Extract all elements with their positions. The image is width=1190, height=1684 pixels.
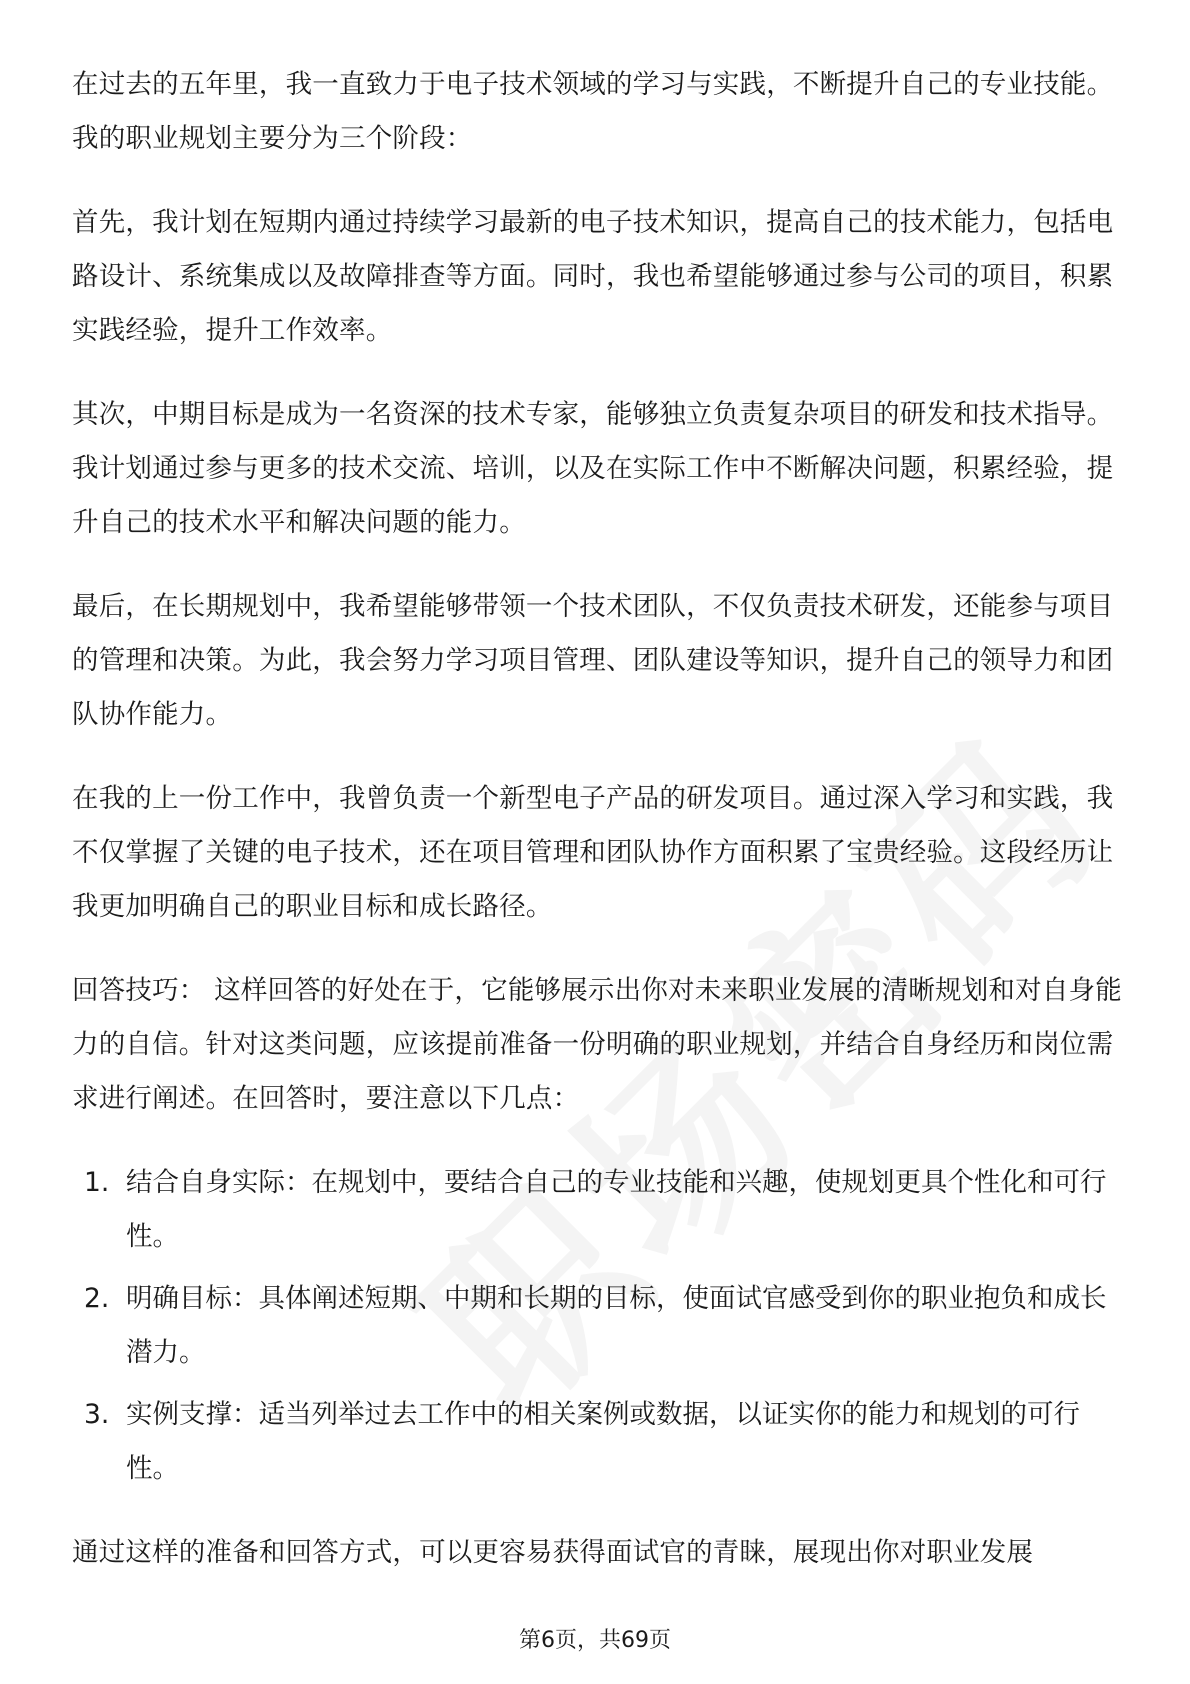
paragraph-experience: 在我的上一份工作中，我曾负责一个新型电子产品的研发项目。通过深入学习和实践，我不仅掌握了关键的电子技术，还在项目管理和团队协作方面积累了宝贵经验。这段经历让我更加明确自己的职业目标和成长路径。 — [72, 783, 1114, 922]
list-item-text: 实例支撑：适当列举过去工作中的相关案例或数据，以证实你的能力和规划的可行性。 — [126, 1399, 1080, 1484]
list-item — [72, 1156, 1122, 1264]
page-number: 第6页，共69页 — [519, 1628, 671, 1653]
list-item-number: 1. — [84, 1167, 110, 1198]
document-body — [72, 58, 1122, 1610]
paragraph-mid-term: 其次，中期目标是成为一名资深的技术专家，能够独立负责复杂项目的研发和技术指导。我计划通过参与更多的技术交流、培训，以及在实际工作中不断解决问题，积累经验，提升自己的技术水平和解决问题的能力。 — [72, 399, 1114, 538]
paragraph-answer-tips: 回答技巧： 这样回答的好处在于，它能够展示出你对未来职业发展的清晰规划和对自身能力的自信。针对这类问题，应该提前准备一份明确的职业规划，并结合自身经历和岗位需求进行阐述。在回答时，要注意以下几点： — [72, 975, 1122, 1114]
list-item-number: 3. — [84, 1399, 110, 1430]
list-item-text: 结合自身实际：在规划中，要结合自己的专业技能和兴趣，使规划更具个性化和可行性。 — [126, 1167, 1107, 1252]
tips-list — [72, 1156, 1122, 1496]
list-item-number: 2. — [84, 1283, 110, 1314]
paragraph-intro: 在过去的五年里，我一直致力于电子技术领域的学习与实践，不断提升自己的专业技能。我的职业规划主要分为三个阶段： — [72, 69, 1114, 154]
list-item — [72, 1388, 1122, 1496]
paragraph-short-term: 首先，我计划在短期内通过持续学习最新的电子技术知识，提高自己的技术能力，包括电路设计、系统集成以及故障排查等方面。同时，我也希望能够通过参与公司的项目，积累实践经验，提升工作效率。 — [72, 207, 1114, 346]
list-item — [72, 1272, 1122, 1380]
paragraph-closing: 通过这样的准备和回答方式，可以更容易获得面试官的青睐，展现出你对职业发展 — [72, 1537, 1034, 1568]
paragraph-long-term: 最后，在长期规划中，我希望能够带领一个技术团队，不仅负责技术研发，还能参与项目的管理和决策。为此，我会努力学习项目管理、团队建设等知识，提升自己的领导力和团队协作能力。 — [72, 591, 1114, 730]
list-item-text: 明确目标：具体阐述短期、中期和长期的目标，使面试官感受到你的职业抱负和成长潜力。 — [126, 1283, 1107, 1368]
